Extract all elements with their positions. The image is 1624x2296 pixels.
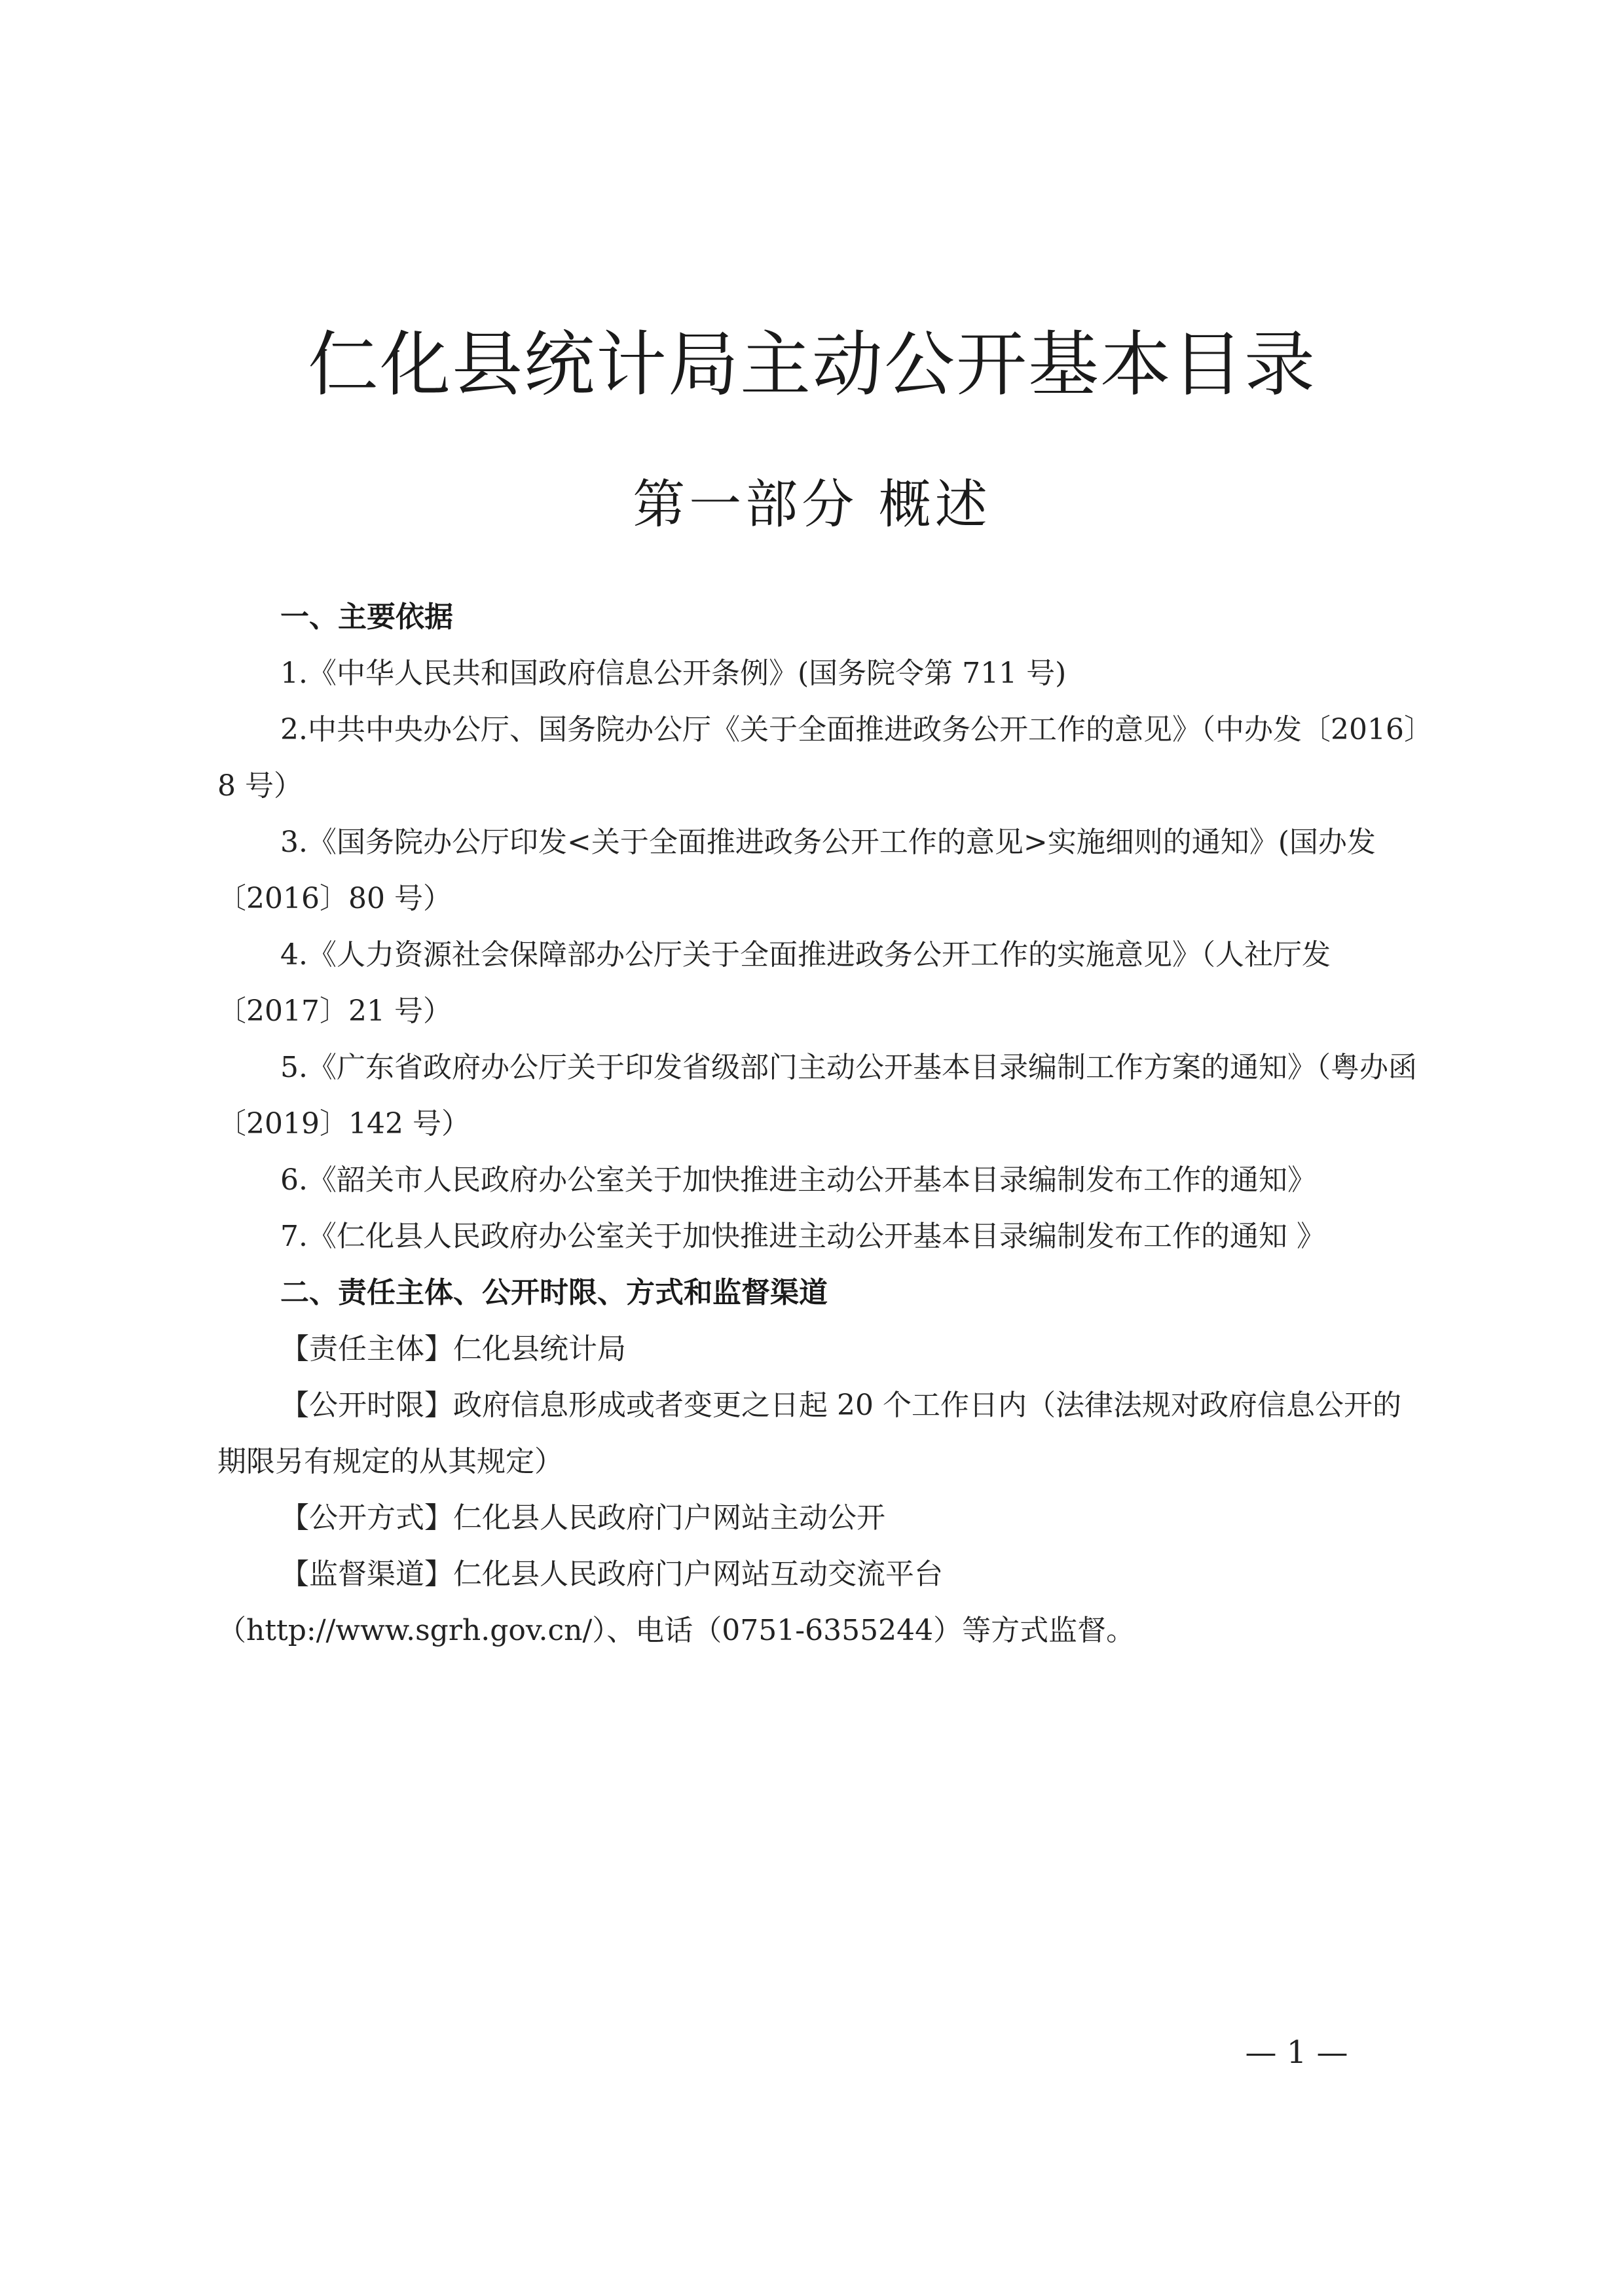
document-title: 仁化县统计局主动公开基本目录 [307,324,1316,406]
document-body [217,589,1429,1659]
basis-item-3: 3.《国务院办公厅印发<关于全面推进政务公开工作的意见>实施细则的通知》(国办发〔2016〕80 号） [217,826,1376,915]
basis-item-7: 7.《仁化县人民政府办公室关于加快推进主动公开基本目录编制发布工作的通知 》 [280,1220,1325,1253]
basis-item-6: 6.《韶关市人民政府办公室关于加快推进主动公开基本目录编制发布工作的通知》 [280,1163,1316,1197]
method-paragraph: 【公开方式】仁化县人民政府门户网站主动公开 [280,1501,885,1535]
document-subtitle: 第一部分 概述 [633,474,991,535]
section-heading-basis: 一、主要依据 [280,600,453,634]
basis-item-1: 1.《中华人民共和国政府信息公开条例》(国务院令第 711 号) [280,657,1067,690]
responsibility-paragraph: 【责任主体】仁化县统计局 [280,1332,626,1366]
basis-item-2: 2.中共中央办公厅、国务院办公厅《关于全面推进政务公开工作的意见》（中办发〔2016〕8 号） [217,713,1418,803]
supervision-contact: （http://www.sgrh.gov.cn/）、电话（0751-6355244）等方式监督。 [217,1614,1135,1647]
basis-item-4: 4.《人力资源社会保障部办公厅关于全面推进政务公开工作的实施意见》（人社厅发〔2017〕21 号） [217,938,1331,1028]
basis-item-5: 5.《广东省政府办公厅关于印发省级部门主动公开基本目录编制工作方案的通知》（粤办函〔2019〕142 号） [217,1051,1417,1140]
section-heading-responsibility: 二、责任主体、公开时限、方式和监督渠道 [280,1276,828,1309]
time-limit-paragraph: 【公开时限】政府信息形成或者变更之日起 20 个工作日内（法律法规对政府信息公开的期限另有规定的从其规定） [217,1389,1401,1478]
supervision-paragraph: 【监督渠道】仁化县人民政府门户网站互动交流平台 [280,1558,943,1591]
page-number: — 1 — [1245,2034,1348,2071]
